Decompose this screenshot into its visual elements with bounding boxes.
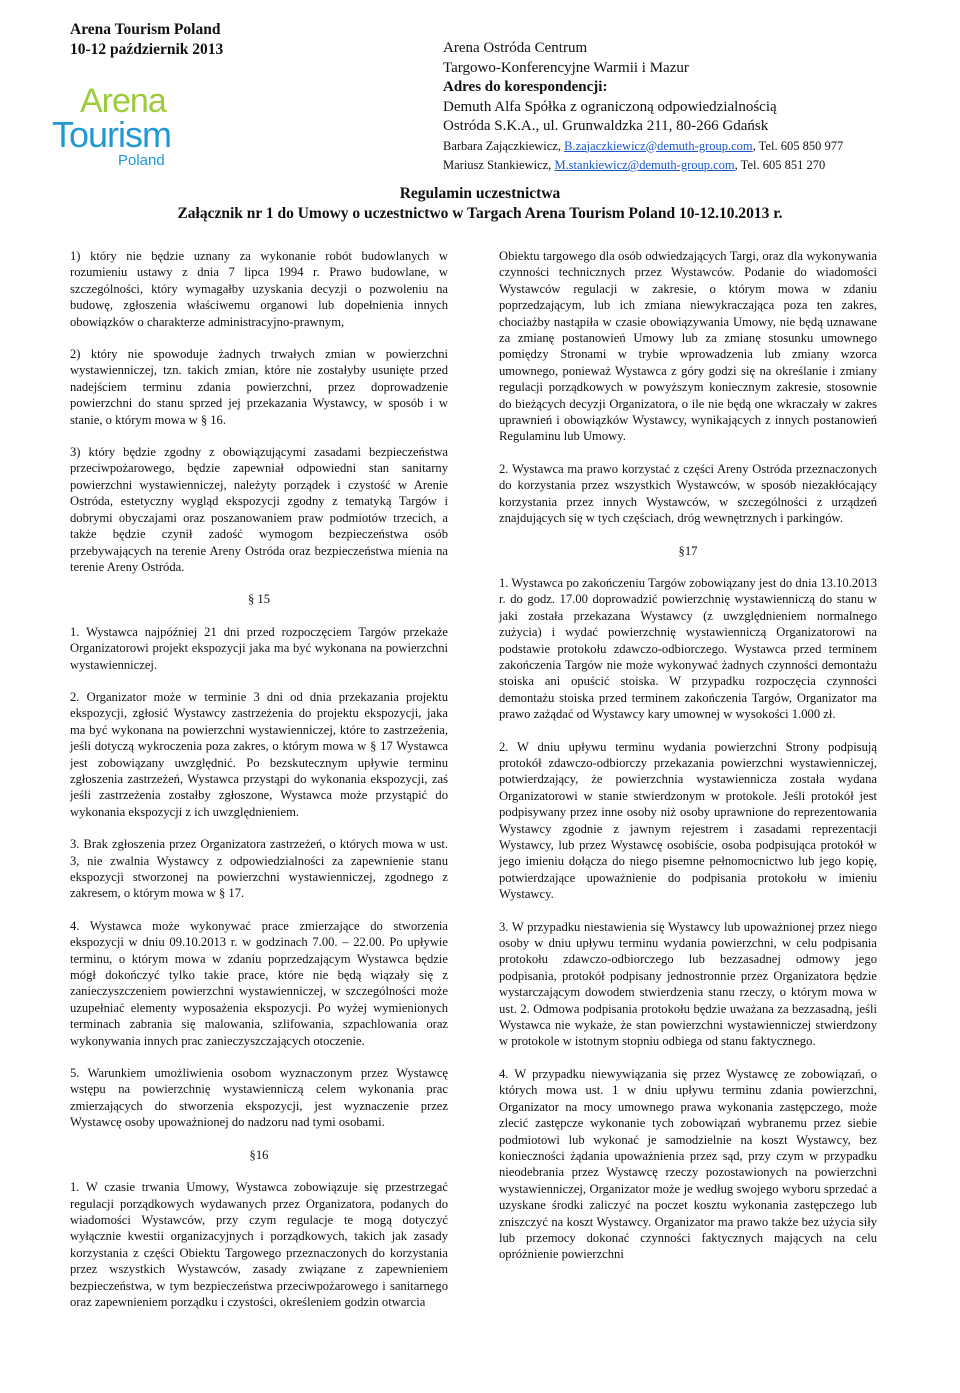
street-address: Ostróda S.K.A., ul. Grunwaldzka 211, 80-266 Gdańsk (443, 118, 769, 134)
document-title (0, 184, 960, 224)
venue-line2: Targowo-Konferencyjne Warmii i Mazur (443, 59, 689, 76)
paragraph: 2) który nie spowoduje żadnych trwałych zmian w powierzchni wystawienniczej, tzn. takich zmian, które nie zostałyby usunięte przed nadejściem terminu zdania powierzchni, przez doprowadzenie powierzchni do stanu sprzed jej przekazania Wystawcy, w sposób i w stanie, o którym mowa w § 16. (70, 347, 448, 427)
paragraph: 4. W przypadku niewywiązania się przez Wystawcę ze zobowiązań, o których mowa ust. 1 w dniu upływu terminu zdania powierzchni, Organizator na mocy umownego prawa wykonania zastępczego, może zlecić zastępcze wykonanie tych zobowiązań wybranemu przez siebie podmiotowi lub wykonać je samodzielnie na koszt Wystawcy, bez konieczności żądania upoważnienia przez sąd, przy czym w przypadku nieodebrania przez Wystawcę rzeczy pozostawionych na powierzchni wystawienniczej, Organizator może je według swojego wyboru sprzedać a uzyskane środki zaliczyć na poczet kosztu wykonania zastępczego lub zniszczyć na koszt Wystawcy. Organizator ma prawo także bez użycia siły lub przemocy dokonać czynności faktycznych mających na celu opróżnienie powierzchni (499, 1066, 877, 1262)
paragraph: 1) który nie będzie uznany za wykonanie robót budowlanych w rozumieniu ustawy z dnia 7 lipca 1994 r. Prawo budowlane, w szczególności, który wymagałby uzyskania decyzji o pozwoleniu na budowę, zgłoszenia właściwemu organowi lub dopełnienia innych obowiązków o charakterze administracyjno-prawnym, (70, 249, 448, 329)
contact-1-name: Barbara Zajączkiewicz, (443, 138, 565, 153)
left-column (70, 248, 448, 1326)
section-heading: § 15 (247, 592, 271, 607)
company-name: Demuth Alfa Spółka z ograniczoną odpowiedzialnością (443, 98, 777, 115)
address-label: Adres do korespondencji: (443, 79, 608, 95)
paragraph: 5. Warunkiem umożliwienia osobom wyznaczonym przez Wystawcę wstępu na powierzchnię wystawienniczą celem wykonania prac zmierzających do stworzenia ekspozycji, jest wyznaczenie przez Wystawcę osoby upoważnionej do nadzoru nad tymi osobami. (70, 1066, 448, 1130)
paragraph: 1. Wystawca po zakończeniu Targów zobowiązany jest do dnia 13.10.2013 r. do godz. 17.00 doprowadzić powierzchnię wystawienniczą do stanu w jaki została przekazana Wystawcy (z uwzględnieniem normalnego zużycia) i wydać powierzchnię wystawienniczą Organizatorowi na podstawie protokołu zdawczo-odbiorczego. Wystawca przed terminem zakończenia Targów nie może wykonywać żadnych czynności demontażu stoiska ani opuścić stoiska. W przypadku rozpoczęcia czynności demontażu stoiska przed terminem zakończenia Targów, Organizator ma prawo zażądać od Wystawcy kary umownej w wysokości 1.000 zł. (499, 575, 877, 722)
logo-word-arena: Arena (80, 82, 166, 120)
paragraph: 1. Wystawca najpóźniej 21 dni przed rozpoczęciem Targów przekaże Organizatorowi projekt ekspozycji jaka ma być wykonana na powierzchni wystawienniczej. (70, 624, 448, 672)
contact-person-2 (443, 156, 843, 176)
venue-line1: Arena Ostróda Centrum (443, 40, 588, 56)
paragraph: 2. W dniu upływu terminu wydania powierzchni Strony podpisują protokół zdawczo-odbiorczy przekazania powierzchni wystawienniczej, potwierdzający, że powierzchnia wystawiennicza została wydana Organizatorowi w stanie stwierdzonym w protokole. Jeśli protokół jest podpisywany przez inne osoby niż osoby uprawnione do reprezentowania Wystawcy zgodnie z jawnym rejestrem i zasadami reprezentacji Wystawcy, lub przez Wystawcę osobiście, osoba podpisująca protokół w jego imieniu dołącza do niego pisemne pełnomocnictwo lub jego kopię, potwierdzające upoważnienie do podpisania protokołu w imieniu Wystawcy. (499, 739, 877, 902)
right-column (499, 248, 877, 1279)
paragraph: 3. Brak zgłoszenia przez Organizatora zastrzeżeń, o których mowa w ust. 3, nie zwalnia Wystawcy z odpowiedzialności za zapewnienie stanu ekspozycji stworzonej na powierzchni wystawienniczej, zgodnego z zakresem, o którym mowa w § 17. (70, 837, 448, 901)
paragraph: 1. W czasie trwania Umowy, Wystawca zobowiązuje się przestrzegać regulacji porządkowych wydawanych przez Organizatora, podanych do wiadomości Wystawców, przy czym regulacje te mogą dotyczyć wyłącznie kwestii organizacyjnych i porządkowych, takich jak zasady korzystania z części Obiektu Targowego przeznaczonych do korzystania przez wszystkich Wystawców, zasady związane z zapewnieniem bezpieczeństwa, w tym bezpieczeństwa przeciwpożarowego i sanitarnego oraz zapewnieniem porządku i czystości, określeniem godzin otwarcia (70, 1180, 448, 1309)
section-heading: §16 (249, 1147, 269, 1162)
contact-1-phone: , Tel. 605 850 977 (752, 138, 844, 153)
paragraph: 2. Organizator może w terminie 3 dni od dnia przekazania projektu ekspozycji, zgłosić Wystawcy zastrzeżenia do projektu ekspozycji, jaka ma być wykonana na powierzchni wystawienniczej, które to zastrzeżenia, jeśli dotyczą wykroczenia poza zakres, o którym mowa w § 17 Wystawca jest zobowiązany uwzględnić. Po bezskutecznym upływie terminu zgłoszenia zastrzeżeń, Wystawca przystąpi do wykonania ekspozycji, zaś jeśli zastrzeżenia zostałby zgłoszone, Wystawca może przystąpić do wykonania ekspozycji z ich uwzględnieniem. (70, 689, 448, 819)
logo-word-poland: Poland (118, 152, 165, 169)
contact-block (443, 39, 843, 176)
title-line2: Załącznik nr 1 do Umowy o uczestnictwo w Targach Arena Tourism Poland 10-12.10.2013 r. (177, 205, 783, 222)
contact-person-1 (443, 137, 843, 157)
paragraph: 3) który będzie zgodny z obowiązującymi zasadami bezpieczeństwa przeciwpożarowego, będzie zapewniał odpowiedni stan sanitarny powierzchni wystawienniczej, należyty porządek i czystość w Arenie Ostróda, estetyczny wygląd ekspozycji zgodny z tematyką Targów i dobrymi obyczajami oraz poszanowaniem praw podmiotów trzecich, a także będzie czynił zadość wymogom bezpieczeństwa osób przebywających na terenie Areny Ostróda oraz bezpieczeństwa mienia na terenie Areny Ostróda. (70, 445, 448, 574)
event-header (70, 20, 223, 60)
contact-2-name: Mariusz Stankiewicz, (443, 158, 555, 172)
contact-2-phone: , Tel. 605 851 270 (734, 158, 826, 172)
paragraph: 4. Wystawca może wykonywać prace zmierzające do stworzenia ekspozycji w dniu 09.10.2013 r. w godzinach 7.00. – 22.00. Po upływie terminu, o którym mowa w zdaniu poprzedzającym Wystawca będzie mógł dokończyć tylko takie prace, które nie będą wiązały się z zanieczyszczeniem powierzchni wystawienniczej, w szczególności może uzupełniać elementy wyposażenia ekspozycji. Po wyżej wymienionych terminach zabrania się malowania, szlifowania, szpachlowania oraz wykonywania innych prac zanieczyszczających otoczenie. (70, 918, 448, 1048)
event-name: Arena Tourism Poland (70, 21, 221, 38)
paragraph: Obiektu targowego dla osób odwiedzających Targi, oraz dla wykonywania czynności technicznych przez Wystawców. Podanie do wiadomości Wystawców regulacji w zakresie, o którym mowa w zdaniu poprzedzającym, lub ich zmiana niewykraczająca poza ten zakres, chociażby nastąpiła w czasie obowiązywania Umowy, nie będą uznawane za zmianę postanowień Umowy lub za zmianę stosunku umownego pomiędzy Stronami w trybie wprowadzenia lub zmiany wzorca umownego, ponieważ Wystawca z góry godzi się na określanie i zmiany regulacji porządkowych w powyższym koniecznym zakresie, stosownie do bieżących decyzji Organizatora, o ile nie będą one wkraczały w zakres uprawnień i obowiązków Wystawcy, wynikających z innych postanowień Regulaminu lub Umowy. (499, 249, 877, 444)
contact-1-email-link[interactable]: B.zajaczkiewicz@demuth-group.com (564, 138, 753, 153)
title-line1: Regulamin uczestnictwa (399, 185, 561, 202)
arena-tourism-logo (52, 82, 232, 172)
paragraph: 3. W przypadku niestawienia się Wystawcy lub upoważnionej przez niego osoby w dniu upływu terminu wydania powierzchni, w celu podpisania protokołu zdawczo-odbiorczego lub bezzasadnej odmowy jego podpisania, protokół podpisany jednostronnie przez Organizatora będzie wystarczającym dowodem stwierdzenia stanu rzeczy, o którym mowa w ust. 2. Odmowa podpisania protokołu będzie uważana za bezzasadną, jeśli Wystawca nie wykaże, że stan powierzchni wystawienniczej stwierdzony w protokole w istotnym stopniu odbiega od stanu faktycznego. (499, 919, 877, 1049)
logo-word-tourism: Tourism (52, 114, 172, 155)
paragraph: 2. Wystawca ma prawo korzystać z części Areny Ostróda przeznaczonych do korzystania przez wszystkich Wystawców, w sposób niezakłócający korzystania przez innych Wystawców, w szczególności z urządzeń znajdujących się w tych częściach, dróg wewnętrznych i parkingów. (499, 461, 877, 526)
event-dates: 10-12 październik 2013 (70, 41, 224, 58)
contact-2-email-link[interactable]: M.stankiewicz@demuth-group.com (554, 158, 735, 172)
section-heading: §17 (678, 543, 698, 558)
